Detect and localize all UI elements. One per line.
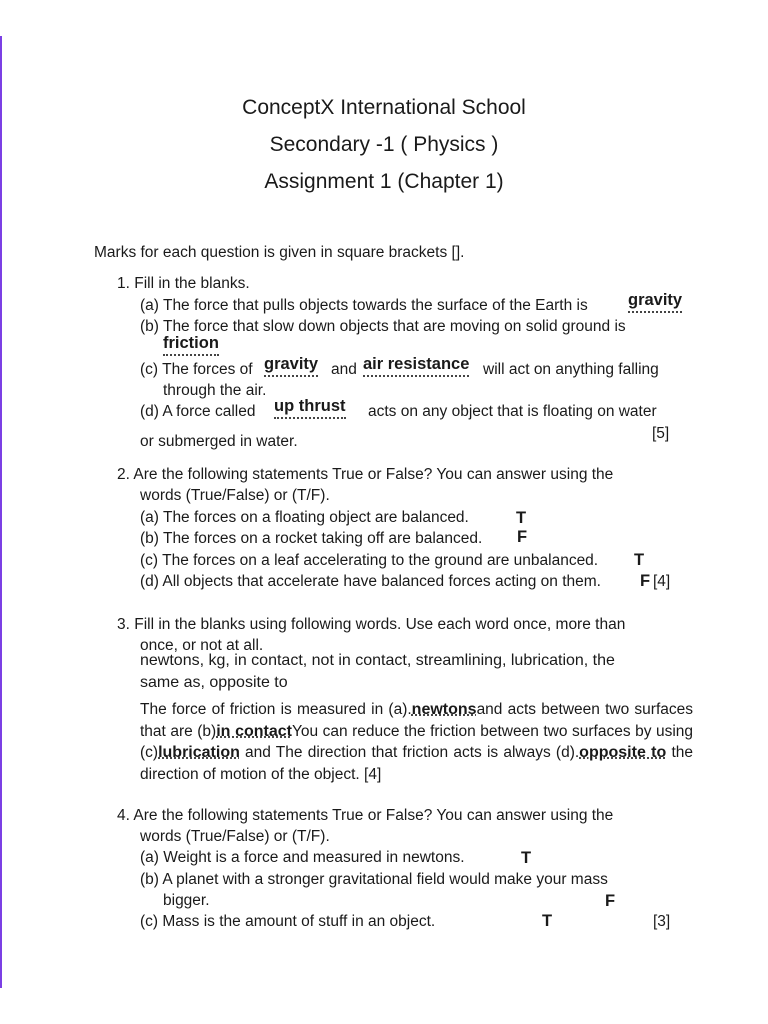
q4-marks: [3]: [653, 913, 671, 930]
q1-c-and: and: [331, 361, 357, 378]
q3-paragraph: [140, 699, 693, 785]
q4-c-text: (c) Mass is the amount of stuff in an object.: [140, 913, 436, 930]
q2-d-text: (d) All objects that accelerate have balanced forces acting on them.: [140, 573, 601, 590]
q2-title: 2. Are the following statements True or False? You can answer using the: [117, 466, 614, 483]
q4-a-text: (a) Weight is a force and measured in newtons.: [140, 849, 465, 866]
q3-answer-d: opposite to: [579, 744, 667, 761]
q4-b-answer: F: [605, 892, 616, 910]
q1-d-pre: (d) A force called: [140, 403, 256, 420]
q3-word-bank-line2: same as, opposite to: [140, 674, 288, 691]
q2-title-line2: words (True/False) or (T/F).: [140, 487, 330, 504]
school-name: ConceptX International School: [242, 96, 526, 119]
q1-d-line2: or submerged in water.: [140, 433, 298, 450]
q4-a-answer: T: [521, 849, 532, 867]
q4-b-text: (b) A planet with a stronger gravitational field would make your mass: [140, 871, 608, 888]
q3-answer-c: lubrication: [158, 744, 240, 761]
q1-d-post: acts on any object that is floating on water: [368, 403, 657, 420]
q4-title: 4. Are the following statements True or False? You can answer using the: [117, 807, 614, 824]
q2-c-text: (c) The forces on a leaf accelerating to the ground are unbalanced.: [140, 552, 599, 569]
q1-b-text: (b) The force that slow down objects that are moving on solid ground is: [140, 318, 626, 335]
q2-c-answer: T: [634, 551, 645, 569]
q2-d-answer: F: [640, 572, 651, 590]
q1-a-answer: gravity: [628, 290, 682, 313]
q2-b-text: (b) The forces on a rocket taking off are balanced.: [140, 530, 483, 547]
q3-title: 3. Fill in the blanks using following words. Use each word once, more than: [117, 616, 626, 633]
q3-word-bank-line1: newtons, kg, in contact, not in contact, streamlining, lubrication, the: [140, 652, 615, 669]
q1-c-answer-1: gravity: [264, 354, 318, 377]
q4-title-line2: words (True/False) or (T/F).: [140, 828, 330, 845]
q4-b-line2: bigger.: [163, 892, 210, 909]
q1-c-pre: (c) The forces of: [140, 361, 253, 378]
q3-text-5: the direction of motion of the object. [4]: [140, 744, 693, 783]
q2-a-answer: T: [516, 509, 527, 527]
document-header: [0, 94, 768, 205]
q1-title: 1. Fill in the blanks.: [117, 275, 250, 292]
q1-marks: [5]: [652, 425, 670, 442]
q1-d-answer: up thrust: [274, 396, 346, 419]
q3-text-1: The force of friction is measured in (a).: [140, 701, 412, 718]
q3-answer-b: in contact: [216, 722, 292, 740]
q1-c-post: will act on anything falling: [483, 361, 659, 378]
q2-b-answer: F: [517, 528, 528, 546]
q1-a-text: (a) The force that pulls objects towards the surface of the Earth is: [140, 297, 588, 314]
q1-c-line2: through the air.: [163, 382, 267, 399]
q3-text-2: and acts between two surfaces that are (b): [140, 701, 693, 740]
q2-marks: [4]: [653, 573, 671, 590]
q3-text-4: and The direction that friction acts is always (d).: [239, 744, 580, 761]
q3-title-line2: once, or not at all.: [140, 637, 264, 654]
assignment-title: Assignment 1 (Chapter 1): [264, 170, 504, 193]
q1-c-answer-2: air resistance: [363, 354, 469, 377]
q1-b-answer: friction: [163, 333, 219, 356]
q3-answer-a: newtons: [411, 701, 477, 718]
q2-a-text: (a) The forces on a floating object are balanced.: [140, 509, 469, 526]
intro-text: Marks for each question is given in square brackets [].: [94, 244, 465, 261]
course-title: Secondary -1 ( Physics ): [269, 133, 499, 156]
q3-text-3: You can reduce the friction between two surfaces by using (c): [140, 722, 694, 761]
q4-c-answer: T: [542, 912, 553, 930]
